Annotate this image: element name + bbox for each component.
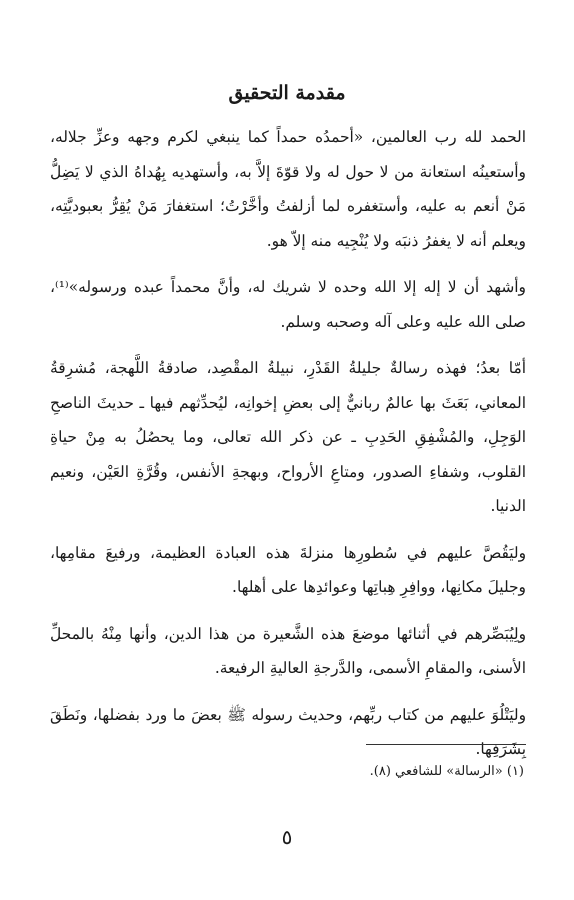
paragraph-purpose-texts: وليَتْلُوَ عليهم من كتاب ربِّهم، وحديث رسوله ﷺ بعضَ ما ورد بفضلها، ونَطَقَ بِشَرَفِها. [50, 705, 526, 758]
paragraph-praise: الحمد لله رب العالمين، «أحمدُه حمداً كما ينبغي لكرم وجهه وعزِّ جلاله، وأستعينُه استعانة من لا حول له ولا قوّةَ إلاَّ به، وأستهديه بِهُداهُ الذي لا يَضِلُّ مَنْ أنعم به عليه، وأستغفره لما أزلفتُ وأخَّرْتُ؛ استغفارَ مَنْ يُقِرُّ بعبوديَّتِه، ويعلم أنه لا يغفرُ ذنبَه ولا يُنْجِيه منه إلاّ هو. [50, 128, 526, 250]
page-number: ٥ [281, 825, 293, 849]
paragraph-purpose-position: ولِيُبَصِّرهم في أثنائها موضعَ هذه الشَّعيرة من هذا الدين، وأنها مِنْهُ بالمحلِّ الأسنى، والمقامِ الأسمى، والدَّرجةِ العاليةِ الرفيعة. [50, 624, 526, 677]
paragraph-purpose-status: وليَقُصَّ عليهم في سُطورِها منزلةَ هذه العبادة العظيمة، ورفيعَ مقامِها، وجليلَ مكانِها، ووافِرِ هِباتِها وعوائدِها على أهلها. [50, 543, 526, 596]
footnote: (١) «الرسالة» للشافعي (٨). [369, 764, 524, 779]
paragraph-testimony: وأشهد أن لا إله إلا الله وحده لا شريك له، وأنَّ محمداً عبده ورسوله»⁽¹⁾، صلى الله عليه وعلى آله وصحبه وسلم. [50, 278, 526, 331]
footnote-divider [366, 744, 526, 745]
page-title: مقدمة التحقيق [228, 82, 346, 104]
body-text [50, 120, 526, 779]
paragraph-introduction: أمّا بعدُ؛ فهذه رسالةٌ جليلةُ القَدْرِ، نبيلةُ المقْصِد، صادقةُ اللَّهجة، مُشرِقةُ المعاني، بَعَثَ بها عالمٌ ربانيٌّ إلى بعضِ إخوانِه، ليُحدِّثهم فيها ـ حديثَ الناصحِ الوَجِلِ، والمُشْفِقِ الحَدِبِ ـ عن ذكر الله تعالى، وما يحصُلُ به مِنْ حياةِ القلوب، وشفاءِ الصدور، ومتاعِ الأرواح، وبهجةِ الأنفس، وقُرَّةِ العَيْن، ونعيم الدنيا. [50, 359, 526, 515]
